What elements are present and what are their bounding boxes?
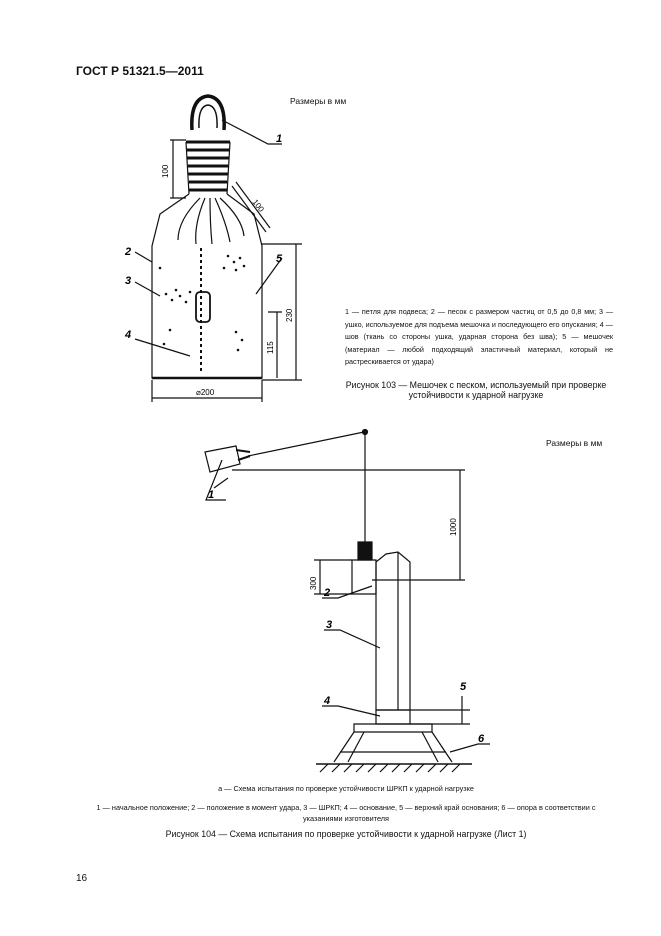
legend-num: 5 [562,332,567,341]
fig103-label-3: 3 [125,275,132,287]
legend-text: — шов (ткань со стороны ушка, ударная сторона без шва); [345,319,613,341]
fig104-label-6: 6 [478,733,485,745]
legend-text: — песок с размером частиц от 0,5 до 0,8 мм; [434,307,599,316]
fig104-units: Размеры в мм [546,438,603,448]
dim-100-vertical: 100 [161,164,170,178]
fig103-caption: Рисунок 103 — Мешочек с песком, используемый при проверке устойчивости к ударной нагрузке [345,380,607,400]
fig104-label-1: 1 [208,489,215,501]
document-header: ГОСТ Р 51321.5—2011 [76,64,204,78]
legend-num: 2 [430,307,435,316]
fig104-legend: 1 — начальное положение; 2 — положение в момент удара, 3 — ШРКП; 4 — основание, 5 — верхний край основания; 6 — опора в соответствии с указаниями изготовителя [96,803,596,823]
dim-1000: 1000 [449,518,458,536]
dim-230: 230 [285,308,294,322]
fig103-label-1: 1 [276,133,283,145]
legend-num: 1 [345,307,349,316]
dim-300: 300 [309,576,318,590]
legend-num: 3 [598,307,603,316]
dim-diameter-200: ⌀200 [196,388,215,397]
fig103-label-2: 2 [125,246,132,258]
fig104-subcaption: а — Схема испытания по проверке устойчивости ШРКП к ударной нагрузке [218,784,474,793]
dim-115: 115 [266,341,275,354]
dim-100-diagonal: 100 [250,197,266,214]
fig104-label-4: 4 [324,695,331,707]
fig103-label-4: 4 [125,329,132,341]
fig104-label-5: 5 [460,681,467,693]
fig103-label-5: 5 [276,253,283,265]
legend-text: — петля для подвеса; [349,307,431,316]
legend-num: 4 [599,319,604,329]
page-number: 16 [76,873,88,884]
fig104-caption: Рисунок 104 — Схема испытания по проверке устойчивости к ударной нагрузке (Лист 1) [165,829,527,839]
legend-text: — мешочек (материал — любой подходящий эластичный материал, который не растрескивается от удара) [345,332,613,366]
fig103-units: Размеры в мм [290,96,347,106]
fig104-label-3: 3 [326,619,333,631]
fig104-label-2: 2 [324,587,331,599]
legend-text: — ушко, используемое для подъема мешочка и последующего его опускания; [345,307,614,329]
